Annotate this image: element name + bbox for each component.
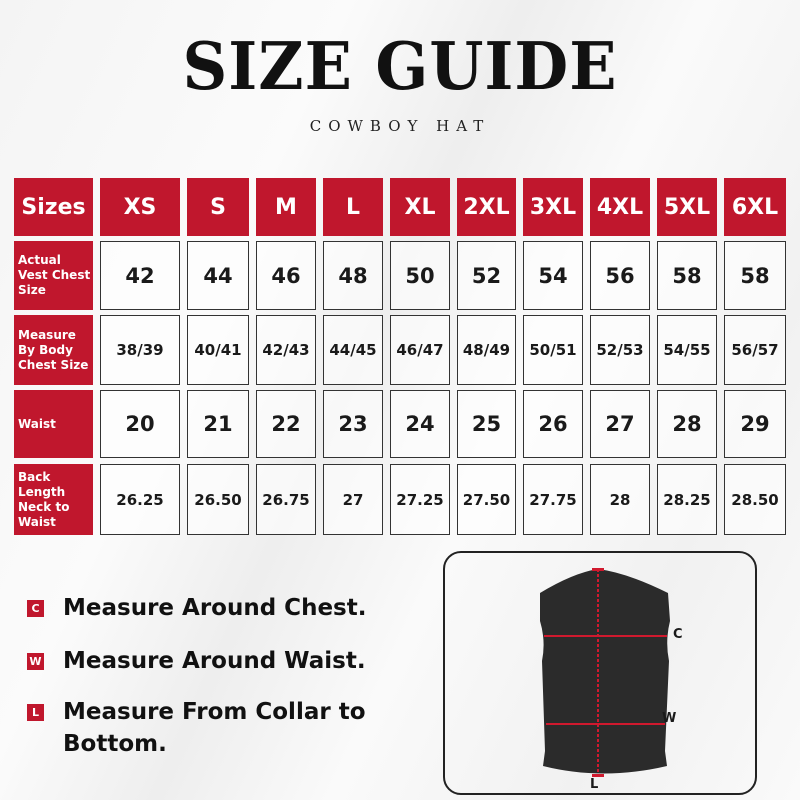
table-cell: 48 [323, 241, 383, 310]
table-cell: 29 [724, 390, 786, 458]
page-subtitle: COWBOY HAT [309, 117, 491, 135]
table-cell: 26.50 [187, 464, 249, 535]
table-cell: 44 [187, 241, 249, 310]
table-cell: 28 [657, 390, 717, 458]
table-cell: 24 [390, 390, 450, 458]
row-label: Actual Vest Chest Size [14, 241, 93, 310]
table-cell: 48/49 [457, 315, 516, 385]
table-cell: 25 [457, 390, 516, 458]
table-cell: 50 [390, 241, 450, 310]
legend-text-chest: Measure Around Chest. [63, 595, 367, 621]
table-cell: 46 [256, 241, 316, 310]
table-cell: 21 [187, 390, 249, 458]
table-cell: 28.50 [724, 464, 786, 535]
table-cell: 26.75 [256, 464, 316, 535]
row-label: Back Length Neck to Waist [14, 464, 93, 535]
legend-text-waist: Measure Around Waist. [63, 648, 366, 674]
row-label: Waist [14, 390, 93, 458]
size-header: 2XL [457, 178, 516, 236]
vest-shape [540, 569, 670, 774]
table-cell: 52 [457, 241, 516, 310]
table-cell: 27 [323, 464, 383, 535]
legend-key-waist: W [27, 653, 44, 670]
size-header: 6XL [724, 178, 786, 236]
table-cell: 27.75 [523, 464, 583, 535]
table-cell: 58 [724, 241, 786, 310]
table-cell: 23 [323, 390, 383, 458]
table-cell: 40/41 [187, 315, 249, 385]
table-cell: 54/55 [657, 315, 717, 385]
table-cell: 27.50 [457, 464, 516, 535]
waist-marker-label: W [662, 711, 677, 726]
legend-key-chest: C [27, 600, 44, 617]
table-cell: 27 [590, 390, 650, 458]
table-cell: 26.25 [100, 464, 180, 535]
size-header: XS [100, 178, 180, 236]
length-marker-label: L [590, 777, 599, 792]
chest-marker-label: C [673, 627, 683, 642]
page-title: SIZE GUIDE [182, 28, 618, 105]
table-cell: 42/43 [256, 315, 316, 385]
sizes-header: Sizes [14, 178, 93, 236]
size-header: S [187, 178, 249, 236]
table-cell: 46/47 [390, 315, 450, 385]
table-cell: 27.25 [390, 464, 450, 535]
size-header: XL [390, 178, 450, 236]
table-cell: 56 [590, 241, 650, 310]
size-header: M [256, 178, 316, 236]
table-cell: 28.25 [657, 464, 717, 535]
legend-text-length: Measure From Collar to Bottom. [63, 699, 366, 757]
table-cell: 38/39 [100, 315, 180, 385]
table-cell: 52/53 [590, 315, 650, 385]
table-cell: 50/51 [523, 315, 583, 385]
table-cell: 58 [657, 241, 717, 310]
legend-key-length: L [27, 704, 44, 721]
table-cell: 54 [523, 241, 583, 310]
table-cell: 28 [590, 464, 650, 535]
size-header: 3XL [523, 178, 583, 236]
table-cell: 42 [100, 241, 180, 310]
table-cell: 56/57 [724, 315, 786, 385]
table-cell: 20 [100, 390, 180, 458]
size-header: 5XL [657, 178, 717, 236]
vest-diagram-icon [443, 551, 757, 795]
table-cell: 44/45 [323, 315, 383, 385]
size-header: L [323, 178, 383, 236]
table-cell: 22 [256, 390, 316, 458]
size-header: 4XL [590, 178, 650, 236]
row-label: Measure By Body Chest Size [14, 315, 93, 385]
table-cell: 26 [523, 390, 583, 458]
